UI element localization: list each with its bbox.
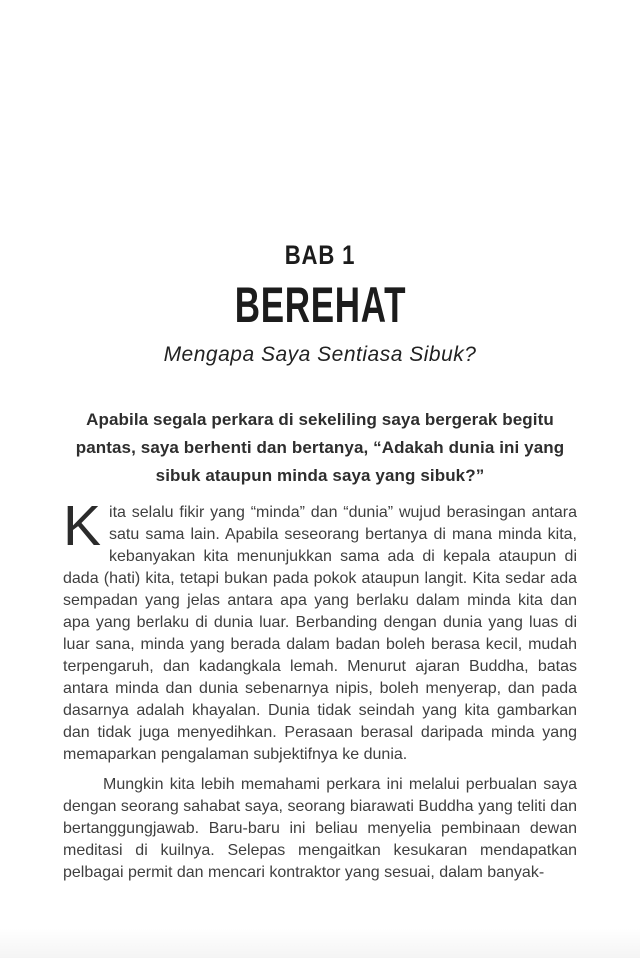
paragraph-1 xyxy=(63,494,577,766)
chapter-subtitle: Mengapa Saya Sentiasa Sibuk? xyxy=(163,343,477,366)
drop-cap: K xyxy=(63,494,102,558)
chapter-label xyxy=(0,240,640,271)
page-bottom-shade xyxy=(0,928,640,958)
body-text xyxy=(63,494,577,884)
chapter-title xyxy=(0,276,640,334)
paragraph-2 xyxy=(63,774,577,884)
lead-paragraph: Apabila segala perkara di sekeliling saya bergerak begitu pantas, saya berhenti dan bertanya, “Adakah dunia ini yang sibuk ataupun minda saya yang sibuk?” xyxy=(75,410,565,485)
chapter-title-text: BEREHAT xyxy=(234,277,406,333)
paragraph-1-text: ita selalu fikir yang “minda” dan “dunia” wujud berasingan antara satu sama lain. Apabila seseorang bertanya di mana minda kita, kebanyakan kita menunjukkan sama ada di kepala ataupun di dada (hati) kita, tetapi bukan pada pokok ataupun langit. Kita sedar ada sempadan yang jelas antara apa yang berlaku dalam minda kita dan apa yang berlaku di dunia luar. Berbanding dengan dunia yang luas di luar sana, minda yang berada dalam badan boleh berasa kecil, mudah terpengaruh, dan kadangkala lemah. Menurut ajaran Buddha, batas antara minda dan dunia sebenarnya nipis, boleh menyerap, dan pada dasarnya adalah khayalan. Dunia tidak seindah yang kita gambarkan dan tidak juga menyedihkan. Perasaan berasal daripada minda yang memaparkan pengalaman subjektifnya ke dunia. xyxy=(63,504,577,763)
chapter-label-text: BAB 1 xyxy=(284,240,356,270)
paragraph-2-text: Mungkin kita lebih memahami perkara ini melalui perbualan saya dengan seorang sahabat saya, seorang biarawati Buddha yang teliti dan bertanggungjawab. Baru-baru ini beliau menyelia pembinaan dewan meditasi di kuilnya. Selepas mengaitkan kesukaran mendapatkan pelbagai permit dan mencari kontraktor yang sesuai, dalam banyak- xyxy=(63,776,577,881)
